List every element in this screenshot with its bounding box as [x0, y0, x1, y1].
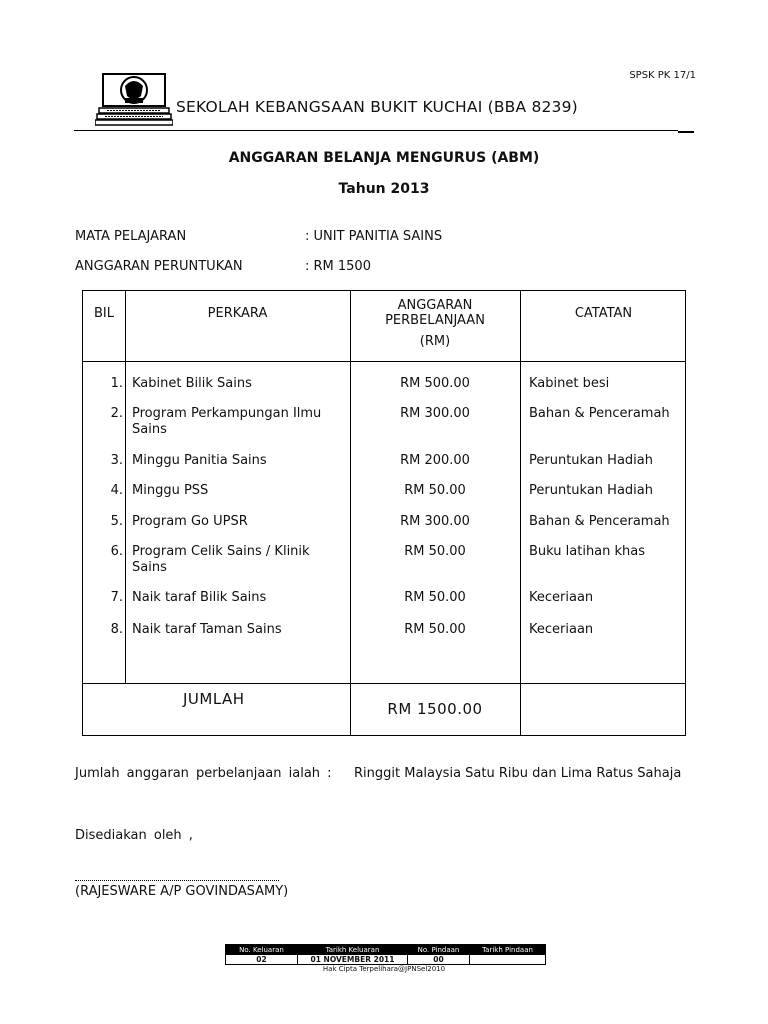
row-bil: 3. [110, 453, 123, 468]
revision-header-cell: Tarikh Keluaran [298, 945, 408, 955]
row-bil: 4. [110, 483, 123, 498]
row-bil: 2. [110, 406, 123, 421]
row-perkara: Program Celik Sains / Klinik Sains [132, 544, 310, 575]
row-note: Buku latihan khas [529, 544, 646, 559]
document-title: ANGGARAN BELANJA MENGURUS (ABM) [228, 150, 540, 166]
header-perkara: PERKARA [207, 306, 268, 321]
row-bil: 1. [110, 376, 123, 391]
row-note: Peruntukan Hadiah [529, 453, 653, 468]
prepared-by-label: Disediakan oleh , [75, 828, 193, 843]
summary-label: Jumlah anggaran perbelanjaan ialah : [75, 766, 332, 781]
row-bil: 8. [110, 622, 123, 637]
revision-table [225, 944, 546, 965]
row-bil: 6. [110, 544, 123, 559]
row-note: Bahan & Penceramah [529, 514, 670, 529]
row-perkara: Minggu PSS [132, 483, 209, 498]
subject-label: MATA PELAJARAN [75, 229, 187, 244]
row-amount: RM 50.00 [404, 590, 466, 605]
total-value: RM 1500.00 [387, 700, 483, 718]
row-amount: RM 300.00 [400, 514, 470, 529]
revision-header-cell: Tarikh Pindaan [470, 945, 546, 955]
budget-table [82, 290, 686, 736]
row-amount: RM 300.00 [400, 406, 470, 421]
row-note: Peruntukan Hadiah [529, 483, 653, 498]
header-anggaran [350, 298, 520, 349]
revision-header-cell: No. Pindaan [408, 945, 470, 955]
column-divider [520, 291, 521, 735]
row-bil: 5. [110, 514, 123, 529]
row-amount: RM 200.00 [400, 453, 470, 468]
total-label: JUMLAH [183, 690, 245, 708]
row-perkara: Minggu Panitia Sains [132, 453, 267, 468]
row-note: Keceriaan [529, 590, 594, 605]
preparer-name: (RAJESWARE A/P GOVINDASAMY) [75, 884, 289, 899]
revision-header-cell: No. Keluaran [226, 945, 298, 955]
column-divider [125, 291, 126, 683]
row-perkara: Program Go UPSR [132, 514, 248, 529]
header-divider-tail [678, 131, 694, 133]
allocation-label: ANGGARAN PERUNTUKAN [75, 259, 243, 274]
row-perkara: Naik taraf Bilik Sains [132, 590, 267, 605]
allocation-value: : RM 1500 [305, 259, 371, 274]
row-note: Bahan & Penceramah [529, 406, 670, 421]
row-amount: RM 50.00 [404, 483, 466, 498]
summary-value: Ringgit Malaysia Satu Ribu dan Lima Ratus Sahaja [354, 766, 682, 781]
total-row-divider [83, 683, 685, 684]
row-amount: RM 50.00 [404, 622, 466, 637]
header-anggaran-line2: PERBELANJAAN [385, 313, 485, 328]
row-perkara: Kabinet Bilik Sains [132, 376, 252, 391]
school-name: SEKOLAH KEBANGSAAN BUKIT KUCHAI (BBA 8239) [176, 98, 578, 116]
row-note: Keceriaan [529, 622, 594, 637]
row-bil: 7. [110, 590, 123, 605]
revision-value-cell: 00 [408, 955, 470, 965]
row-note: Kabinet besi [529, 376, 610, 391]
header-anggaran-line1: ANGGARAN [397, 298, 473, 313]
signature-line [75, 880, 279, 881]
row-amount: RM 50.00 [404, 544, 466, 559]
revision-header-row [226, 945, 546, 955]
column-divider [350, 291, 351, 735]
header-anggaran-unit: (RM) [419, 334, 451, 349]
revision-value-cell [470, 955, 546, 965]
subject-value: : UNIT PANITIA SAINS [305, 229, 443, 244]
row-amount: RM 500.00 [400, 376, 470, 391]
header-divider [74, 130, 678, 131]
header-catatan: CATATAN [574, 306, 633, 321]
header-row-divider [83, 361, 685, 362]
document-year: Tahun 2013 [338, 181, 430, 197]
school-crest-icon [95, 72, 173, 126]
copyright-notice: Hak Cipta Terpelihara@JPNSel2010 [322, 965, 446, 973]
revision-value-cell: 01 NOVEMBER 2011 [298, 955, 408, 965]
revision-value-row [226, 955, 546, 965]
header-bil: BIL [94, 306, 114, 321]
row-perkara: Program Perkampungan Ilmu Sains [132, 406, 322, 437]
revision-value-cell: 02 [226, 955, 298, 965]
form-code: SPSK PK 17/1 [629, 70, 696, 81]
row-perkara: Naik taraf Taman Sains [132, 622, 282, 637]
